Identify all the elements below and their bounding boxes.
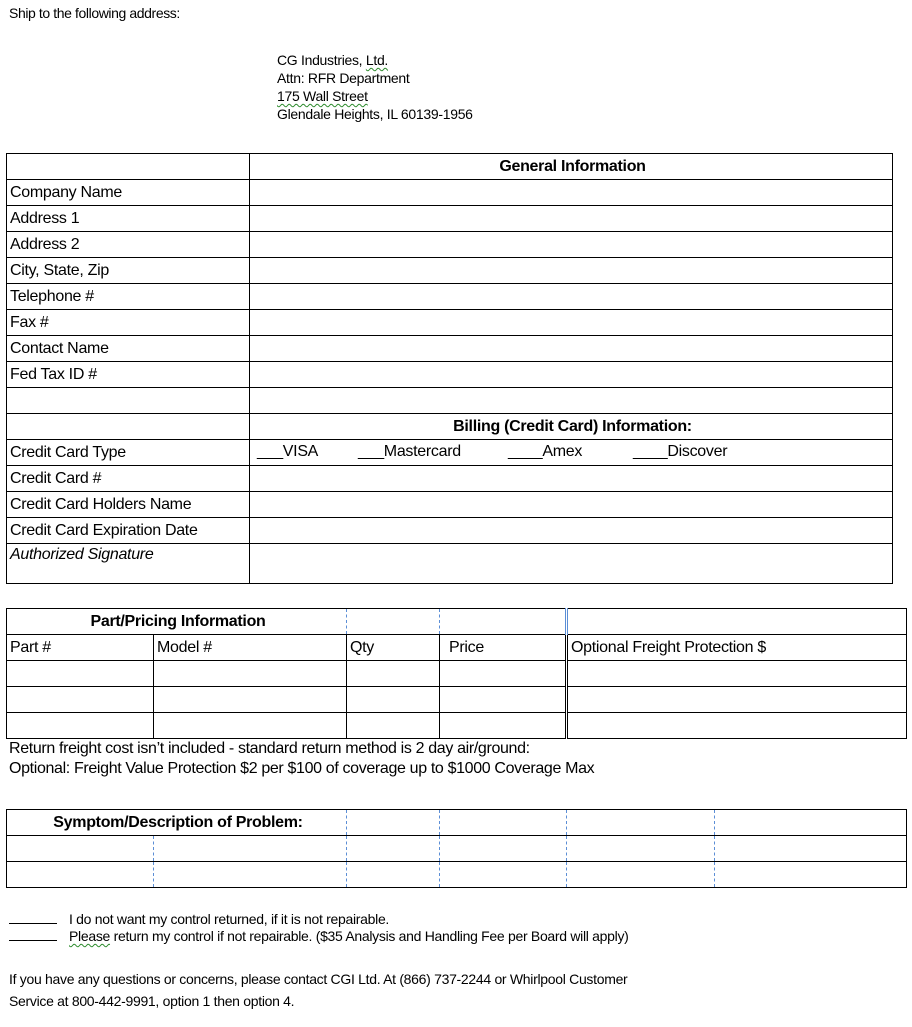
- billing-header-blank: [7, 414, 250, 440]
- address1-field[interactable]: [250, 206, 893, 232]
- fax-label: Fax #: [7, 310, 250, 336]
- symptom-cell[interactable]: [440, 862, 567, 888]
- symptom-header-blank: [715, 810, 907, 836]
- freight-cell[interactable]: [567, 687, 907, 713]
- model-number-cell[interactable]: [154, 713, 347, 739]
- no-return-blank[interactable]: [9, 911, 57, 924]
- part-number-header: Part #: [7, 635, 154, 661]
- general-header-blank: [7, 154, 250, 180]
- signature-label: Authorized Signature: [7, 544, 250, 584]
- address2-field[interactable]: [250, 232, 893, 258]
- address1-label: Address 1: [7, 206, 250, 232]
- general-information-table: [6, 153, 893, 584]
- price-cell[interactable]: [440, 661, 567, 687]
- spacer-cell: [7, 388, 250, 414]
- model-number-cell[interactable]: [154, 661, 347, 687]
- ship-to-intro: Ship to the following address:: [9, 5, 180, 21]
- address-attn: Attn: RFR Department: [277, 70, 410, 86]
- card-number-label: Credit Card #: [7, 466, 250, 492]
- card-holder-field[interactable]: [250, 492, 893, 518]
- billing-header: Billing (Credit Card) Information:: [250, 414, 893, 440]
- symptom-cell[interactable]: [567, 836, 715, 862]
- company-name-label: Company Name: [7, 180, 250, 206]
- card-expiration-label: Credit Card Expiration Date: [7, 518, 250, 544]
- symptom-cell[interactable]: [7, 836, 154, 862]
- address-city: Glendale Heights, IL 60139-1956: [277, 106, 473, 122]
- return-option[interactable]: [9, 928, 629, 944]
- symptom-cell[interactable]: [154, 836, 347, 862]
- spacer-cell: [250, 388, 893, 414]
- address-company: [277, 51, 473, 69]
- parts-header-blank: [347, 609, 440, 635]
- qty-cell[interactable]: [347, 661, 440, 687]
- return-text-please: Please: [69, 928, 111, 944]
- return-text: return my control if not repairable. ($35 Analysis and Handling Fee per Board will apply): [110, 928, 629, 944]
- telephone-label: Telephone #: [7, 284, 250, 310]
- symptom-cell[interactable]: [154, 862, 347, 888]
- return-freight-note: Return freight cost isn’t included - standard return method is 2 day air/ground:: [9, 740, 530, 757]
- symptom-cell[interactable]: [715, 836, 907, 862]
- table-row: [7, 687, 907, 713]
- contact-name-field[interactable]: [250, 336, 893, 362]
- symptom-cell[interactable]: [567, 862, 715, 888]
- symptom-cell[interactable]: [347, 836, 440, 862]
- address-company-name: CG Industries,: [277, 52, 366, 68]
- part-pricing-table: [6, 608, 907, 739]
- return-blank[interactable]: [9, 928, 57, 941]
- table-row: [7, 713, 907, 739]
- model-number-header: Model #: [154, 635, 347, 661]
- card-expiration-field[interactable]: [250, 518, 893, 544]
- qty-cell[interactable]: [347, 687, 440, 713]
- freight-cell[interactable]: [567, 661, 907, 687]
- symptom-table: [6, 809, 907, 888]
- table-row: [7, 836, 907, 862]
- mastercard-option[interactable]: ___Mastercard: [358, 443, 461, 460]
- ship-to-address: [277, 51, 473, 123]
- symptom-cell[interactable]: [7, 862, 154, 888]
- fed-tax-id-label: Fed Tax ID #: [7, 362, 250, 388]
- symptom-cell[interactable]: [440, 836, 567, 862]
- symptom-header-blank: [347, 810, 440, 836]
- part-pricing-title: Part/Pricing Information: [7, 609, 347, 635]
- telephone-field[interactable]: [250, 284, 893, 310]
- signature-field[interactable]: [250, 544, 893, 584]
- symptom-cell[interactable]: [347, 862, 440, 888]
- card-number-field[interactable]: [250, 466, 893, 492]
- price-header: Price: [440, 635, 567, 661]
- fed-tax-id-field[interactable]: [250, 362, 893, 388]
- amex-option[interactable]: ____Amex: [508, 443, 583, 460]
- no-return-option[interactable]: [9, 911, 389, 927]
- no-return-text: I do not want my control returned, if it is not repairable.: [69, 911, 390, 927]
- symptom-cell[interactable]: [715, 862, 907, 888]
- table-row: [7, 661, 907, 687]
- visa-option[interactable]: ___VISA: [257, 443, 319, 460]
- freight-protection-note: Optional: Freight Value Protection $2 per $100 of coverage up to $1000 Coverage Max: [9, 760, 595, 777]
- card-holder-label: Credit Card Holders Name: [7, 492, 250, 518]
- address2-label: Address 2: [7, 232, 250, 258]
- qty-header: Qty: [347, 635, 440, 661]
- price-cell[interactable]: [440, 687, 567, 713]
- part-number-cell[interactable]: [7, 661, 154, 687]
- contact-info: [9, 968, 889, 1012]
- freight-cell[interactable]: [567, 713, 907, 739]
- part-number-cell[interactable]: [7, 687, 154, 713]
- table-row: [7, 862, 907, 888]
- contact-line-1: If you have any questions or concerns, please contact CGI Ltd. At (866) 737-2244 or Whirlpool Customer: [9, 971, 628, 987]
- address-street: 175 Wall Street: [277, 88, 368, 104]
- contact-line-2: Service at 800-442-9991, option 1 then option 4.: [9, 993, 295, 1009]
- symptom-title: Symptom/Description of Problem:: [7, 810, 347, 836]
- card-type-options: [250, 440, 893, 466]
- general-header: General Information: [250, 154, 893, 180]
- fax-field[interactable]: [250, 310, 893, 336]
- parts-header-blank: [440, 609, 567, 635]
- model-number-cell[interactable]: [154, 687, 347, 713]
- symptom-header-blank: [440, 810, 567, 836]
- company-name-field[interactable]: [250, 180, 893, 206]
- symptom-header-blank: [567, 810, 715, 836]
- part-number-cell[interactable]: [7, 713, 154, 739]
- address-company-suffix: Ltd.: [365, 52, 389, 68]
- parts-header-blank: [567, 609, 907, 635]
- discover-option[interactable]: ____Discover: [633, 443, 728, 460]
- city-state-zip-field[interactable]: [250, 258, 893, 284]
- qty-cell[interactable]: [347, 713, 440, 739]
- card-type-label: Credit Card Type: [7, 440, 250, 466]
- freight-protection-header: Optional Freight Protection $: [567, 635, 907, 661]
- price-cell[interactable]: [440, 713, 567, 739]
- contact-name-label: Contact Name: [7, 336, 250, 362]
- city-state-zip-label: City, State, Zip: [7, 258, 250, 284]
